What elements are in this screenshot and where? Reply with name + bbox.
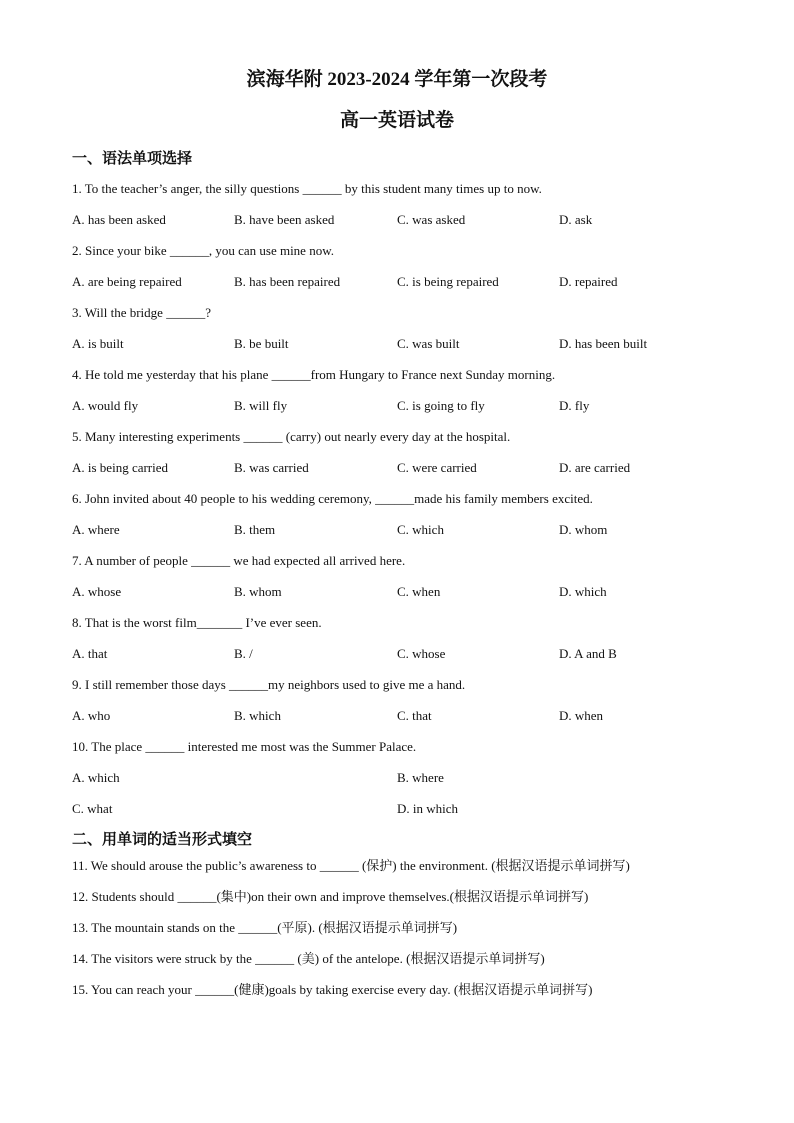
option-8a: A. that — [72, 645, 108, 661]
question-6: 6. John invited about 40 people to his wedding ceremony, ______made his family members excited. — [72, 490, 593, 506]
option-2b: B. has been repaired — [234, 273, 341, 289]
option-7b: B. whom — [234, 583, 282, 599]
option-3a: A. is built — [72, 335, 124, 351]
question-5: 5. Many interesting experiments ______ (carry) out nearly every day at the hospital. — [72, 428, 511, 444]
question-8: 8. That is the worst film_______ I’ve ever seen. — [72, 614, 322, 630]
question-2: 2. Since your bike ______, you can use mine now. — [72, 242, 334, 258]
question-14: 14. The visitors were struck by the ______ (美) of the antelope. (根据汉语提示单词拼写) — [72, 950, 545, 966]
option-4d: D. fly — [559, 397, 590, 413]
option-9b: B. which — [234, 707, 281, 723]
option-5b: B. was carried — [234, 459, 309, 475]
question-3: 3. Will the bridge ______? — [72, 304, 211, 320]
options-3 — [72, 328, 722, 359]
option-1c: C. was asked — [397, 211, 466, 227]
option-9a: A. who — [72, 707, 111, 723]
question-15: 15. You can reach your ______(健康)goals by taking exercise every day. (根据汉语提示单词拼写) — [72, 981, 593, 997]
option-5a: A. is being carried — [72, 459, 169, 475]
option-4a: A. would fly — [72, 397, 139, 413]
options-5 — [72, 452, 722, 483]
options-9 — [72, 700, 722, 731]
options-8 — [72, 638, 722, 669]
option-1b: B. have been asked — [234, 211, 335, 227]
options-1 — [72, 204, 722, 235]
option-1a: A. has been asked — [72, 211, 166, 227]
option-7a: A. whose — [72, 583, 122, 599]
option-8d: D. A and B — [559, 645, 617, 661]
question-1: 1. To the teacher’s anger, the silly questions ______ by this student many times up to now. — [72, 180, 542, 196]
exam-title: 滨海华附 2023-2024 学年第一次段考 — [246, 69, 548, 90]
option-3c: C. was built — [397, 335, 460, 351]
option-6c: C. which — [397, 521, 444, 537]
option-9d: D. when — [559, 707, 604, 723]
option-7d: D. which — [559, 583, 607, 599]
option-10c: C. what — [72, 800, 113, 816]
options-4 — [72, 390, 722, 421]
section-heading-grammar: 一、语法单项选择 — [72, 151, 193, 167]
option-3b: B. be built — [234, 335, 289, 351]
option-3d: D. has been built — [559, 335, 648, 351]
question-13: 13. The mountain stands on the ______(平原). (根据汉语提示单词拼写) — [72, 919, 458, 935]
option-10d: D. in which — [397, 800, 459, 816]
grammar-section — [72, 173, 722, 824]
option-9c: C. that — [397, 707, 432, 723]
option-6d: D. whom — [559, 521, 608, 537]
word-form-section — [72, 850, 722, 1005]
option-8b: B. / — [234, 645, 253, 661]
question-10: 10. The place ______ interested me most was the Summer Palace. — [72, 738, 417, 754]
options-10-row2 — [72, 793, 722, 824]
option-10b: B. where — [397, 769, 444, 785]
options-10-row1 — [72, 762, 722, 793]
option-6b: B. them — [234, 521, 276, 537]
question-9: 9. I still remember those days ______my neighbors used to give me a hand. — [72, 676, 466, 692]
question-7: 7. A number of people ______ we had expected all arrived here. — [72, 552, 406, 568]
options-2 — [72, 266, 722, 297]
option-2c: C. is being repaired — [397, 273, 499, 289]
section-heading-word-forms: 二、用单词的适当形式填空 — [72, 832, 253, 848]
options-6 — [72, 514, 722, 545]
option-2a: A. are being repaired — [72, 273, 182, 289]
option-10a: A. which — [72, 769, 120, 785]
option-4c: C. is going to fly — [397, 397, 485, 413]
option-6a: A. where — [72, 521, 120, 537]
option-1d: D. ask — [559, 211, 593, 227]
exam-subtitle: 高一英语试卷 — [339, 110, 454, 131]
question-4: 4. He told me yesterday that his plane ______from Hungary to France next Sunday morning. — [72, 366, 556, 382]
option-8c: C. whose — [397, 645, 446, 661]
option-5c: C. were carried — [397, 459, 477, 475]
options-7 — [72, 576, 722, 607]
option-7c: C. when — [397, 583, 441, 599]
question-12: 12. Students should ______(集中)on their own and improve themselves.(根据汉语提示单词拼写) — [72, 888, 589, 904]
option-5d: D. are carried — [559, 459, 631, 475]
option-2d: D. repaired — [559, 273, 618, 289]
option-4b: B. will fly — [234, 397, 288, 413]
question-11: 11. We should arouse the public’s awareness to ______ (保护) the environment. (根据汉语提示单词拼写) — [72, 857, 630, 873]
